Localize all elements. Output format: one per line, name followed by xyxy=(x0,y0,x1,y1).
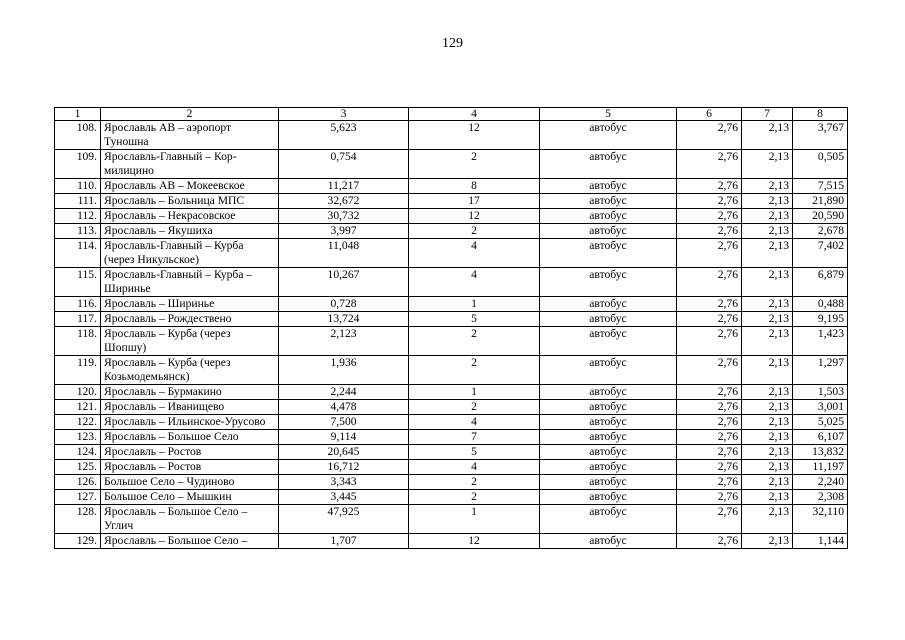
transport-type-cell: автобус xyxy=(540,194,677,209)
col7-cell: 2,13 xyxy=(742,224,793,239)
table-row xyxy=(55,430,848,445)
col3-cell: 3,997 xyxy=(279,224,409,239)
route-name-cell: Ярославль – Ильинское-Урусово xyxy=(101,415,279,430)
col7-cell: 2,13 xyxy=(742,327,793,356)
table-row xyxy=(55,297,848,312)
row-number-cell: 114. xyxy=(55,239,101,268)
transport-type-cell: автобус xyxy=(540,209,677,224)
table-row xyxy=(55,239,848,268)
transport-type-cell: автобус xyxy=(540,534,677,549)
route-name-cell: Ярославль – Якушиха xyxy=(101,224,279,239)
header-cell: 2 xyxy=(101,108,279,121)
table-row xyxy=(55,460,848,475)
transport-type-cell: автобус xyxy=(540,475,677,490)
row-number-cell: 124. xyxy=(55,445,101,460)
col3-cell: 1,936 xyxy=(279,356,409,385)
col7-cell: 2,13 xyxy=(742,475,793,490)
route-name-cell: Ярославль – Большое Село xyxy=(101,430,279,445)
col7-cell: 2,13 xyxy=(742,460,793,475)
col8-cell: 20,590 xyxy=(793,209,848,224)
col8-cell: 2,678 xyxy=(793,224,848,239)
row-number-cell: 119. xyxy=(55,356,101,385)
row-number-cell: 128. xyxy=(55,505,101,534)
row-number-cell: 117. xyxy=(55,312,101,327)
table-row xyxy=(55,312,848,327)
route-name-cell: Ярославль – Бурмакино xyxy=(101,385,279,400)
col6-cell: 2,76 xyxy=(677,475,742,490)
header-cell: 6 xyxy=(677,108,742,121)
col8-cell: 1,297 xyxy=(793,356,848,385)
col8-cell: 5,025 xyxy=(793,415,848,430)
route-name-cell: Большое Село – Мышкин xyxy=(101,490,279,505)
transport-type-cell: автобус xyxy=(540,297,677,312)
row-number-cell: 109. xyxy=(55,150,101,179)
col3-cell: 2,244 xyxy=(279,385,409,400)
col6-cell: 2,76 xyxy=(677,430,742,445)
row-number-cell: 126. xyxy=(55,475,101,490)
col3-cell: 9,114 xyxy=(279,430,409,445)
col4-cell: 4 xyxy=(409,460,540,475)
route-name-cell: Ярославль АВ – аэропорт Туношна xyxy=(101,121,279,150)
col6-cell: 2,76 xyxy=(677,415,742,430)
col4-cell: 1 xyxy=(409,385,540,400)
col6-cell: 2,76 xyxy=(677,534,742,549)
col8-cell: 0,505 xyxy=(793,150,848,179)
transport-type-cell: автобус xyxy=(540,505,677,534)
col7-cell: 2,13 xyxy=(742,194,793,209)
transport-type-cell: автобус xyxy=(540,150,677,179)
transport-type-cell: автобус xyxy=(540,224,677,239)
col8-cell: 1,423 xyxy=(793,327,848,356)
col8-cell: 13,832 xyxy=(793,445,848,460)
col7-cell: 2,13 xyxy=(742,209,793,224)
col6-cell: 2,76 xyxy=(677,268,742,297)
col7-cell: 2,13 xyxy=(742,312,793,327)
col6-cell: 2,76 xyxy=(677,297,742,312)
row-number-cell: 113. xyxy=(55,224,101,239)
table-row xyxy=(55,475,848,490)
col4-cell: 4 xyxy=(409,268,540,297)
route-name-cell: Ярославль – Курба (через Шопшу) xyxy=(101,327,279,356)
route-name-cell: Ярославль – Ростов xyxy=(101,445,279,460)
col4-cell: 17 xyxy=(409,194,540,209)
row-number-cell: 123. xyxy=(55,430,101,445)
transport-type-cell: автобус xyxy=(540,312,677,327)
transport-type-cell: автобус xyxy=(540,121,677,150)
transport-type-cell: автобус xyxy=(540,239,677,268)
col8-cell: 2,240 xyxy=(793,475,848,490)
table-row xyxy=(55,356,848,385)
col8-cell: 32,110 xyxy=(793,505,848,534)
route-name-cell: Ярославль – Большое Село – Углич xyxy=(101,505,279,534)
col3-cell: 0,728 xyxy=(279,297,409,312)
col4-cell: 2 xyxy=(409,356,540,385)
col8-cell: 6,879 xyxy=(793,268,848,297)
col6-cell: 2,76 xyxy=(677,385,742,400)
row-number-cell: 116. xyxy=(55,297,101,312)
col7-cell: 2,13 xyxy=(742,490,793,505)
col7-cell: 2,13 xyxy=(742,239,793,268)
transport-type-cell: автобус xyxy=(540,179,677,194)
col3-cell: 13,724 xyxy=(279,312,409,327)
route-name-cell: Ярославль – Рождествено xyxy=(101,312,279,327)
table-row xyxy=(55,400,848,415)
col4-cell: 1 xyxy=(409,505,540,534)
col6-cell: 2,76 xyxy=(677,312,742,327)
page-number: 129 xyxy=(442,36,463,51)
table-row xyxy=(55,445,848,460)
row-number-cell: 112. xyxy=(55,209,101,224)
col7-cell: 2,13 xyxy=(742,445,793,460)
col8-cell: 1,503 xyxy=(793,385,848,400)
col7-cell: 2,13 xyxy=(742,385,793,400)
col4-cell: 8 xyxy=(409,179,540,194)
col4-cell: 12 xyxy=(409,534,540,549)
route-name-cell: Ярославль – Некрасовское xyxy=(101,209,279,224)
transport-type-cell: автобус xyxy=(540,460,677,475)
header-cell: 3 xyxy=(279,108,409,121)
col4-cell: 4 xyxy=(409,415,540,430)
col4-cell: 5 xyxy=(409,445,540,460)
table-row xyxy=(55,194,848,209)
col4-cell: 12 xyxy=(409,121,540,150)
row-number-cell: 121. xyxy=(55,400,101,415)
col4-cell: 2 xyxy=(409,224,540,239)
col8-cell: 0,488 xyxy=(793,297,848,312)
col7-cell: 2,13 xyxy=(742,505,793,534)
col7-cell: 2,13 xyxy=(742,150,793,179)
routes-table xyxy=(54,107,848,549)
row-number-cell: 122. xyxy=(55,415,101,430)
col8-cell: 1,144 xyxy=(793,534,848,549)
row-number-cell: 129. xyxy=(55,534,101,549)
transport-type-cell: автобус xyxy=(540,327,677,356)
col8-cell: 9,195 xyxy=(793,312,848,327)
col7-cell: 2,13 xyxy=(742,400,793,415)
row-number-cell: 110. xyxy=(55,179,101,194)
transport-type-cell: автобус xyxy=(540,490,677,505)
transport-type-cell: автобус xyxy=(540,268,677,297)
col6-cell: 2,76 xyxy=(677,327,742,356)
col4-cell: 2 xyxy=(409,475,540,490)
col3-cell: 1,707 xyxy=(279,534,409,549)
col4-cell: 2 xyxy=(409,327,540,356)
transport-type-cell: автобус xyxy=(540,445,677,460)
col3-cell: 47,925 xyxy=(279,505,409,534)
col7-cell: 2,13 xyxy=(742,179,793,194)
col3-cell: 0,754 xyxy=(279,150,409,179)
row-number-cell: 108. xyxy=(55,121,101,150)
col4-cell: 2 xyxy=(409,490,540,505)
header-cell: 8 xyxy=(793,108,848,121)
col3-cell: 11,048 xyxy=(279,239,409,268)
col7-cell: 2,13 xyxy=(742,121,793,150)
table-row xyxy=(55,490,848,505)
route-name-cell: Большое Село – Чудиново xyxy=(101,475,279,490)
transport-type-cell: автобус xyxy=(540,400,677,415)
row-number-cell: 127. xyxy=(55,490,101,505)
col4-cell: 1 xyxy=(409,297,540,312)
col7-cell: 2,13 xyxy=(742,356,793,385)
col3-cell: 5,623 xyxy=(279,121,409,150)
table-row xyxy=(55,534,848,549)
col4-cell: 12 xyxy=(409,209,540,224)
col3-cell: 2,123 xyxy=(279,327,409,356)
header-cell: 1 xyxy=(55,108,101,121)
table-row xyxy=(55,385,848,400)
col3-cell: 32,672 xyxy=(279,194,409,209)
col3-cell: 20,645 xyxy=(279,445,409,460)
row-number-cell: 115. xyxy=(55,268,101,297)
col3-cell: 11,217 xyxy=(279,179,409,194)
route-name-cell: Ярославль – Иванищево xyxy=(101,400,279,415)
header-cell: 7 xyxy=(742,108,793,121)
row-number-cell: 118. xyxy=(55,327,101,356)
route-name-cell: Ярославль – Больница МПС xyxy=(101,194,279,209)
header-cell: 5 xyxy=(540,108,677,121)
col3-cell: 4,478 xyxy=(279,400,409,415)
col6-cell: 2,76 xyxy=(677,239,742,268)
col3-cell: 3,343 xyxy=(279,475,409,490)
col3-cell: 30,732 xyxy=(279,209,409,224)
header-row xyxy=(55,108,848,121)
route-name-cell: Ярославль-Главный – Курба – Ширинье xyxy=(101,268,279,297)
table-row xyxy=(55,121,848,150)
col8-cell: 11,197 xyxy=(793,460,848,475)
col7-cell: 2,13 xyxy=(742,415,793,430)
transport-type-cell: автобус xyxy=(540,356,677,385)
col6-cell: 2,76 xyxy=(677,505,742,534)
col8-cell: 2,308 xyxy=(793,490,848,505)
route-name-cell: Ярославль – Большое Село – xyxy=(101,534,279,549)
table-row xyxy=(55,327,848,356)
col6-cell: 2,76 xyxy=(677,194,742,209)
transport-type-cell: автобус xyxy=(540,385,677,400)
col4-cell: 2 xyxy=(409,150,540,179)
table-row xyxy=(55,505,848,534)
route-name-cell: Ярославль-Главный – Кор-милицино xyxy=(101,150,279,179)
col6-cell: 2,76 xyxy=(677,400,742,415)
col6-cell: 2,76 xyxy=(677,224,742,239)
table-row xyxy=(55,224,848,239)
table-row xyxy=(55,209,848,224)
table-row xyxy=(55,150,848,179)
col3-cell: 10,267 xyxy=(279,268,409,297)
table-row xyxy=(55,268,848,297)
col6-cell: 2,76 xyxy=(677,121,742,150)
col6-cell: 2,76 xyxy=(677,179,742,194)
col8-cell: 6,107 xyxy=(793,430,848,445)
col6-cell: 2,76 xyxy=(677,356,742,385)
table-row xyxy=(55,179,848,194)
route-name-cell: Ярославль-Главный – Курба (через Никульское) xyxy=(101,239,279,268)
col8-cell: 21,890 xyxy=(793,194,848,209)
col7-cell: 2,13 xyxy=(742,430,793,445)
route-name-cell: Ярославль – Ростов xyxy=(101,460,279,475)
col8-cell: 7,402 xyxy=(793,239,848,268)
route-name-cell: Ярославль – Курба (через Козьмодемьянск) xyxy=(101,356,279,385)
col6-cell: 2,76 xyxy=(677,460,742,475)
col6-cell: 2,76 xyxy=(677,150,742,179)
col8-cell: 7,515 xyxy=(793,179,848,194)
transport-type-cell: автобус xyxy=(540,430,677,445)
col4-cell: 5 xyxy=(409,312,540,327)
route-name-cell: Ярославль – Ширинье xyxy=(101,297,279,312)
col3-cell: 3,445 xyxy=(279,490,409,505)
col6-cell: 2,76 xyxy=(677,490,742,505)
col6-cell: 2,76 xyxy=(677,445,742,460)
row-number-cell: 111. xyxy=(55,194,101,209)
col7-cell: 2,13 xyxy=(742,534,793,549)
route-name-cell: Ярославль АВ – Мокеевское xyxy=(101,179,279,194)
col4-cell: 7 xyxy=(409,430,540,445)
transport-type-cell: автобус xyxy=(540,415,677,430)
col6-cell: 2,76 xyxy=(677,209,742,224)
col8-cell: 3,001 xyxy=(793,400,848,415)
row-number-cell: 125. xyxy=(55,460,101,475)
col7-cell: 2,13 xyxy=(742,297,793,312)
row-number-cell: 120. xyxy=(55,385,101,400)
col7-cell: 2,13 xyxy=(742,268,793,297)
header-cell: 4 xyxy=(409,108,540,121)
col4-cell: 4 xyxy=(409,239,540,268)
col3-cell: 16,712 xyxy=(279,460,409,475)
col3-cell: 7,500 xyxy=(279,415,409,430)
table-row xyxy=(55,415,848,430)
col8-cell: 3,767 xyxy=(793,121,848,150)
col4-cell: 2 xyxy=(409,400,540,415)
